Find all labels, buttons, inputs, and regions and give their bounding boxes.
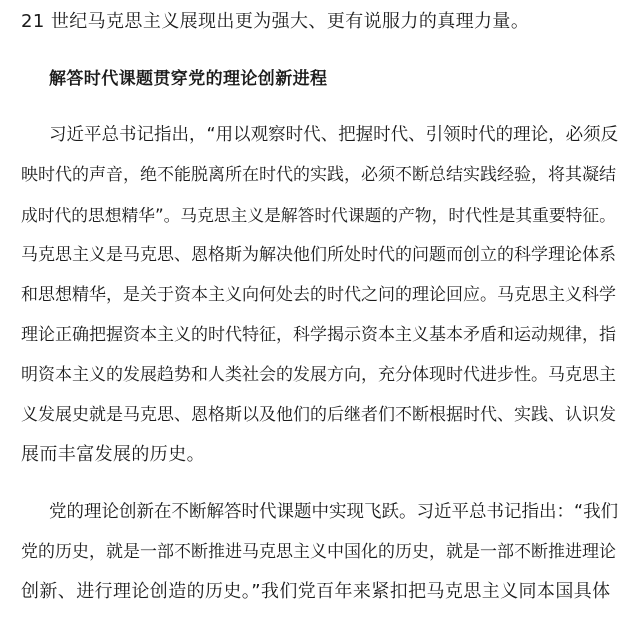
paragraph-1-line-2: 映时代的声音，绝不能脱离所在时代的实践，必须不断总结实践经验，将其凝结 bbox=[21, 165, 616, 185]
paragraph-2-line-2: 党的历史，就是一部不断推进马克思主义中国化的历史，就是一部不断推进理论 bbox=[21, 542, 616, 562]
paragraph-2-line-3: 创新、进行理论创造的历史。”我们党百年来紧扣把马克思主义同本国具体 bbox=[21, 581, 611, 602]
paragraph-1-line-6: 理论正确把握资本主义的时代特征，科学揭示资本主义基本矛盾和运动规律，指 bbox=[21, 325, 616, 345]
paragraph-1-line-1: 习近平总书记指出，“用以观察时代、把握时代、引领时代的理论，必须反 bbox=[49, 125, 619, 145]
paragraph-2-line-1: 党的理论创新在不断解答时代课题中实现飞跃。习近平总书记指出：“我们 bbox=[49, 502, 619, 522]
intro-line: 21 世纪马克思主义展现出更为强大、更有说服力的真理力量。 bbox=[21, 11, 530, 32]
section-heading: 解答时代课题贯穿党的理论创新进程 bbox=[49, 69, 328, 89]
paragraph-1-line-8: 义发展史就是马克思、恩格斯以及他们的后继者们不断根据时代、实践、认识发 bbox=[21, 405, 616, 425]
paragraph-1-line-4: 马克思主义是马克思、恩格斯为解决他们所处时代的问题而创立的科学理论体系 bbox=[21, 245, 616, 265]
paragraph-1-line-9: 展而丰富发展的历史。 bbox=[21, 444, 205, 465]
paragraph-1-line-7: 明资本主义的发展趋势和人类社会的发展方向，充分体现时代进步性。马克思主 bbox=[21, 365, 616, 385]
paragraph-1-line-3: 成时代的思想精华”。马克思主义是解答时代课题的产物，时代性是其重要特征。 bbox=[21, 205, 616, 225]
paragraph-1-line-5: 和思想精华，是关于资本主义向何处去的时代之问的理论回应。马克思主义科学 bbox=[21, 285, 616, 305]
